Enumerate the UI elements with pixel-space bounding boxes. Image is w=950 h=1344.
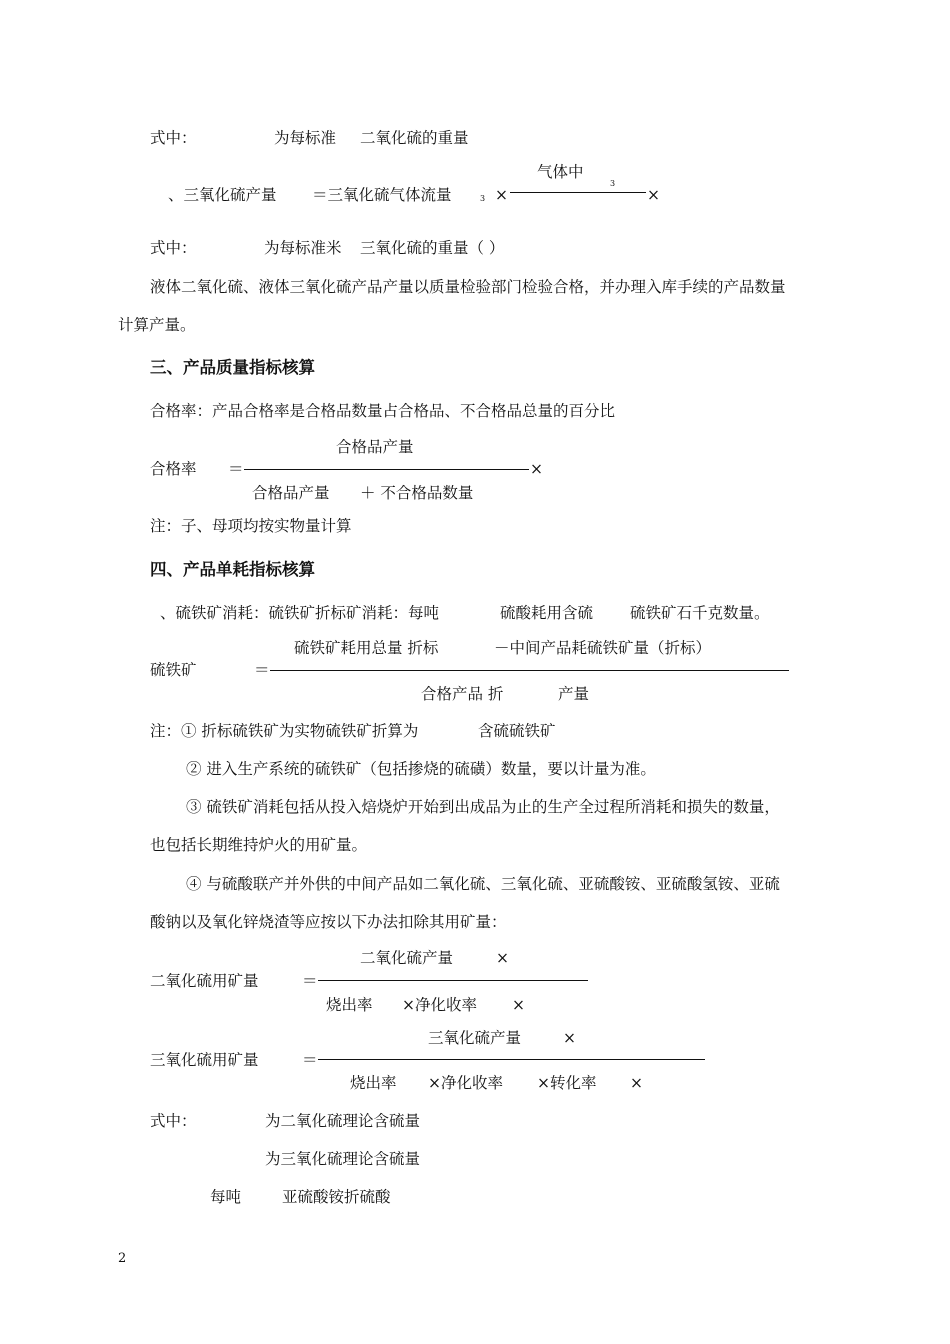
text-line: 式中： (150, 1112, 197, 1130)
text-line: 为二氧化硫理论含硫量 (265, 1112, 421, 1130)
formula-label: 硫铁矿 (150, 661, 197, 679)
section-heading: 三、产品质量指标核算 (150, 358, 315, 377)
formula-equals: ＝ (228, 460, 244, 478)
fraction-bar (318, 1059, 705, 1060)
text-line: 三氧化硫的重量（ ） (360, 239, 505, 257)
formula-equals: ＝ (302, 1051, 318, 1069)
fraction-bar (318, 980, 588, 981)
formula-label: 三氧化硫用矿量 (150, 1051, 259, 1069)
text-line: 每吨 (210, 1188, 242, 1206)
formula-numerator: 三氧化硫产量 (428, 1029, 522, 1047)
fraction-bar (244, 469, 529, 470)
formula-times: × (563, 1029, 576, 1047)
text-line: 为每标准 (274, 129, 337, 147)
formula-times: × (495, 186, 508, 204)
note-line: 含硫硫铁矿 (478, 722, 556, 740)
note-line: 酸钠以及氧化锌烧渣等应按以下办法扣除其用矿量： (150, 913, 507, 931)
formula-denominator: 产量 (558, 685, 590, 703)
formula-label: 二氧化硫用矿量 (150, 972, 259, 990)
paragraph-line: 计算产量。 (118, 316, 196, 334)
formula-denominator: × (630, 1074, 643, 1092)
formula-times: × (530, 460, 543, 478)
formula-denominator: ＋ 不合格品数量 (360, 484, 474, 502)
text-line: 亚硫酸铵折硫酸 (282, 1188, 391, 1206)
formula-numerator: 合格品产量 (336, 438, 414, 456)
formula-term: ＝三氧化硫气体流量 (312, 186, 452, 204)
text-line: 合格率：产品合格率是合格品数量占合格品、不合格品总量的百分比 (150, 402, 616, 420)
fraction-bar (270, 670, 789, 671)
formula-numerator: 气体中 (537, 163, 584, 181)
formula-equals: ＝ (302, 972, 318, 990)
formula-numerator: 硫铁矿耗用总量 折标 (294, 639, 439, 657)
formula-label: 合格率 (150, 460, 197, 478)
formula-denominator: ×净化收率 (428, 1074, 503, 1092)
formula-numerator: －中间产品耗硫铁矿量（折标） (494, 639, 712, 657)
formula-times: × (647, 186, 660, 204)
formula-denominator: 合格产品 折 (421, 685, 504, 703)
formula-superscript: 3 (610, 179, 616, 188)
formula-label: 、三氧化硫产量 (168, 186, 277, 204)
paragraph-line: 液体二氧化硫、液体三氧化硫产品产量以质量检验部门检验合格，并办理入库手续的产品数量 (150, 278, 786, 296)
note-line: ④ 与硫酸联产并外供的中间产品如二氧化硫、三氧化硫、亚硫酸铵、亚硫酸氢铵、亚硫 (186, 875, 780, 893)
page-number: 2 (118, 1251, 127, 1266)
formula-denominator: 合格品产量 (252, 484, 330, 502)
note-line: 注：子、母项均按实物量计算 (150, 517, 352, 535)
formula-denominator: 烧出率 (350, 1074, 397, 1092)
note-line: ② 进入生产系统的硫铁矿（包括掺烧的硫磺）数量，要以计量为准。 (186, 760, 656, 778)
section-heading: 四、产品单耗指标核算 (150, 560, 315, 579)
text-line: 硫酸耗用含硫 (500, 604, 594, 622)
note-line: 注：① 折标硫铁矿为实物硫铁矿折算为 (150, 722, 419, 740)
formula-times: × (496, 949, 509, 967)
formula-denominator: ×转化率 (537, 1074, 597, 1092)
text-line: 、硫铁矿消耗：硫铁矿折标矿消耗：每吨 (160, 604, 440, 622)
formula-denominator: × (512, 996, 525, 1014)
text-line: 为三氧化硫理论含硫量 (265, 1150, 421, 1168)
note-line: 也包括长期维持炉火的用矿量。 (150, 836, 368, 854)
formula-subscript: 3 (480, 194, 486, 203)
text-line: 式中： (150, 129, 197, 147)
formula-equals: ＝ (254, 661, 270, 679)
formula-numerator: 二氧化硫产量 (360, 949, 454, 967)
text-line: 硫铁矿石千克数量。 (630, 604, 770, 622)
text-line: 为每标准米 (264, 239, 342, 257)
formula-denominator: ×净化收率 (402, 996, 477, 1014)
note-line: ③ 硫铁矿消耗包括从投入焙烧炉开始到出成品为止的生产全过程所消耗和损失的数量， (186, 798, 780, 816)
formula-denominator: 烧出率 (326, 996, 373, 1014)
text-line: 式中： (150, 239, 197, 257)
fraction-bar (510, 192, 646, 193)
text-line: 二氧化硫的重量 (360, 129, 469, 147)
